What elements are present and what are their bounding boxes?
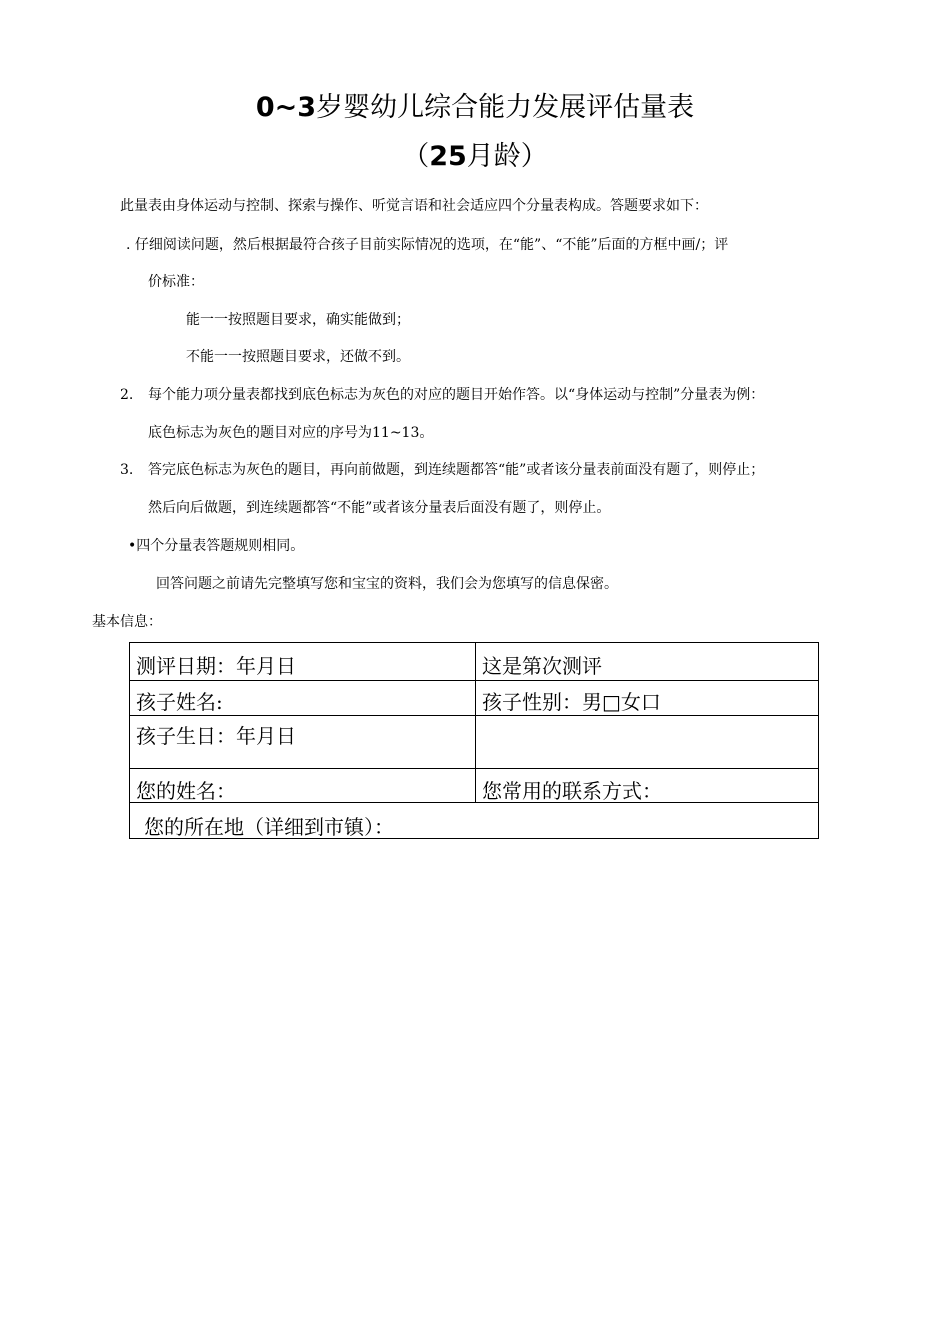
instruction-item-3-number: 3. xyxy=(120,462,134,478)
subtitle-open-paren: （ xyxy=(402,141,430,172)
field-eval-date[interactable]: 测评日期：年月日 xyxy=(136,654,296,678)
field-your-name[interactable]: 您的姓名： xyxy=(136,779,236,803)
document-title xyxy=(0,91,950,125)
basic-info-table xyxy=(129,642,819,839)
field-child-name[interactable]: 孩子姓名: xyxy=(136,690,223,714)
instruction-item-2-number: 2. xyxy=(120,387,134,403)
table-row-divider xyxy=(130,680,818,681)
privacy-note: 回答问题之前请先完整填写您和宝宝的资料，我们会为您填写的信息保密。 xyxy=(156,576,618,592)
instruction-item-2-line-2: 底色标志为灰色的题目对应的序号为11~13。 xyxy=(148,425,434,441)
title-text: 岁婴幼儿综合能力发展评估量表 xyxy=(316,92,695,123)
instruction-item-3-line-1: 答完底色标志为灰色的题目，再向前做题，到连续题都答“能”或者该分量表前面没有题了，则停止； xyxy=(148,462,765,478)
document-subtitle xyxy=(0,140,950,174)
title-age-range: 0~3 xyxy=(255,92,317,123)
instruction-item-1-line-1: . 仔细阅读问题，然后根据最符合孩子目前实际情况的选项，在“能”、“不能”后面的方框中画/；评 xyxy=(126,237,729,253)
field-child-gender[interactable]: 孩子性别：男□女口 xyxy=(482,690,661,714)
instruction-item-2-line-1: 每个能力项分量表都找到底色标志为灰色的对应的题目开始作答。以“身体运动与控制”分量表为例： xyxy=(148,387,765,403)
field-location[interactable]: 您的所在地（详细到市镇）： xyxy=(144,815,394,839)
instruction-item-1-line-2: 价标准： xyxy=(148,274,204,290)
criterion-can: 能一一按照题目要求，确实能做到； xyxy=(186,312,410,328)
table-row-divider xyxy=(130,715,818,716)
subtitle-text: 月龄） xyxy=(466,141,548,172)
instruction-bullet: •四个分量表答题规则相同。 xyxy=(128,538,305,554)
field-child-birthday[interactable]: 孩子生日：年月日 xyxy=(136,724,296,748)
basic-info-label: 基本信息： xyxy=(92,614,162,630)
instruction-item-3-line-2: 然后向后做题，到连续题都答“不能”或者该分量表后面没有题了，则停止。 xyxy=(148,500,611,516)
field-eval-count[interactable]: 这是第次测评 xyxy=(482,654,602,678)
field-your-contact[interactable]: 您常用的联系方式： xyxy=(482,779,662,803)
criterion-cannot: 不能一一按照题目要求，还做不到。 xyxy=(186,349,410,365)
subtitle-month-number: 25 xyxy=(429,141,467,172)
intro-paragraph: 此量表由身体运动与控制、探索与操作、听觉言语和社会适应四个分量表构成。答题要求如下： xyxy=(120,198,708,214)
table-row-divider xyxy=(130,768,818,769)
